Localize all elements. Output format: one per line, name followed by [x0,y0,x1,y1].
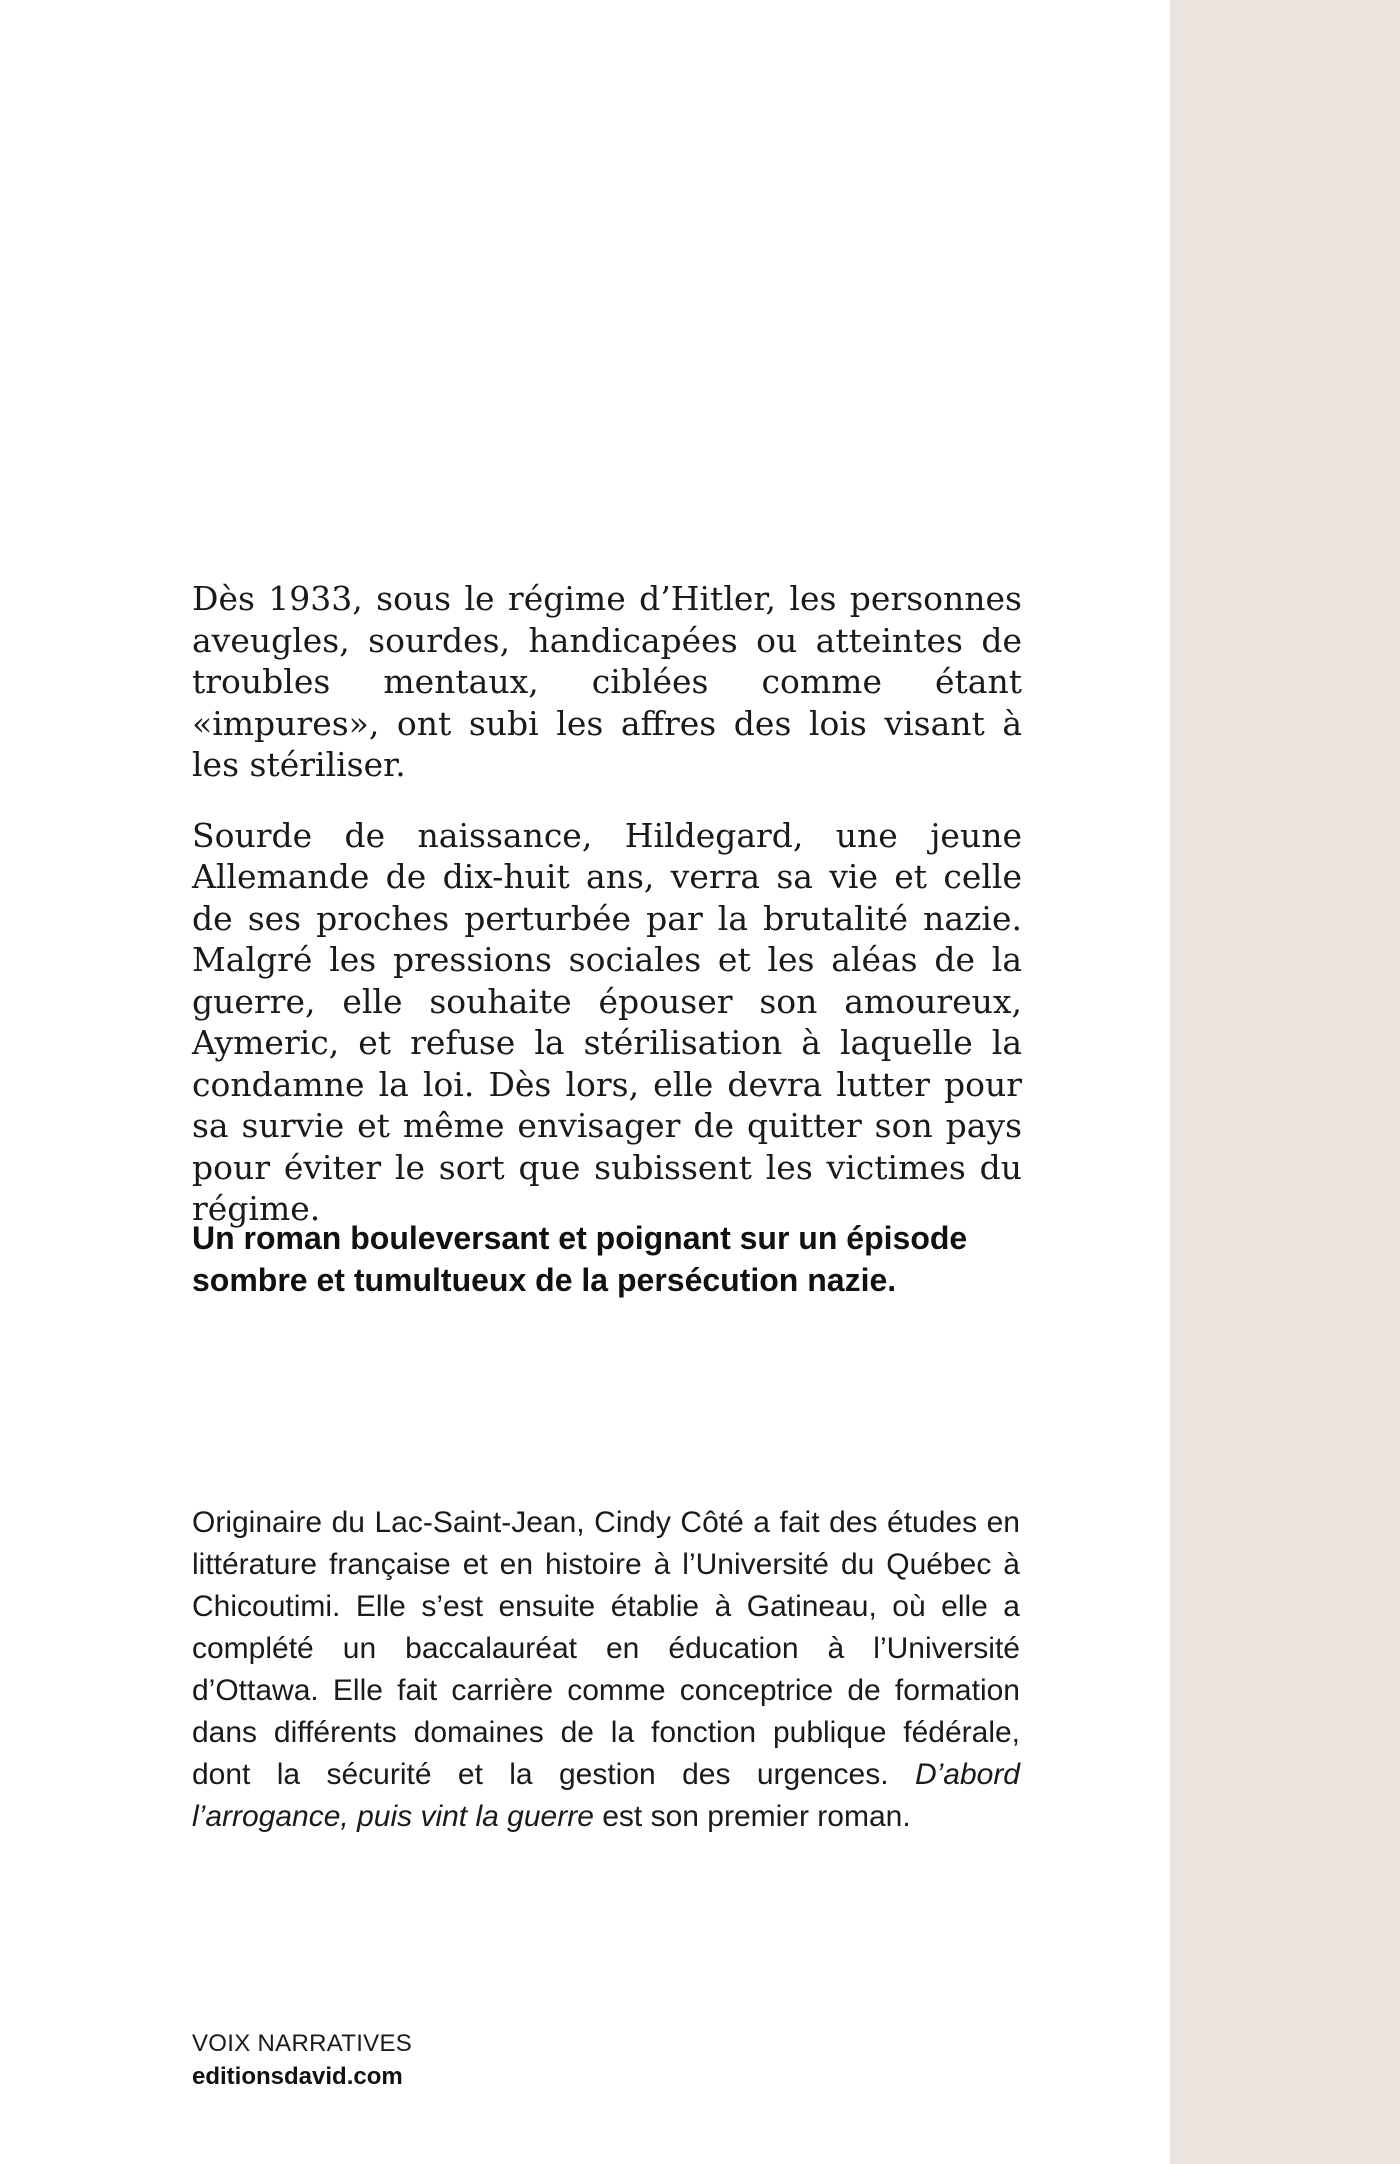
author-bio-text-end: est son premier roman. [593,1800,911,1833]
cover-side-band [1170,0,1400,2164]
synopsis-paragraph: Dès 1933, sous le régime d’Hitler, les personnes aveugles, sourdes, handicapées ou atteintes de troubles mentaux, ciblées comme étant «impures», ont subi les affres des lois visant à les stériliser. [192,579,1022,784]
author-bio-text: Originaire du Lac-Saint-Jean, Cindy Côté a fait des études en littérature française et en histoire à l’Université du Québec à Chicoutimi. Elle s’est ensuite établie à Gatineau, où elle a complété un baccalauréat en éducation à l’Université d’Ottawa. Elle fait carrière comme conceptrice de formation dans différents domaines de la fonction publique fédérale, dont la sécurité et la gestion des urgences. [192,1506,1020,1791]
tagline: Un roman bouleversant et poignant sur un épisode sombre et tumultueux de la persécution nazie. [192,1220,968,1298]
synopsis-paragraph: Sourde de naissance, Hildegard, une jeune Allemande de dix-huit ans, verra sa vie et celle de ses proches perturbée par la brutalité nazie. Malgré les pressions sociales et les aléas de la guerre, elle souhaite épouser son amoureux, Aymeric, et refuse la stérilisation à laquelle la condamne la loi. Dès lors, elle devra lutter pour sa survie et même envisager de quitter son pays pour éviter le sort que subissent les victimes du régime. [192,815,1022,1228]
author-bio [192,1502,1020,1838]
synopsis [192,578,1022,1230]
collection-name: VOIX NARRATIVES [192,2030,413,2057]
publisher-website: editionsdavid.com [192,2063,403,2090]
book-title: D’abord l’arrogance, puis vint la guerre [192,1758,1020,1833]
